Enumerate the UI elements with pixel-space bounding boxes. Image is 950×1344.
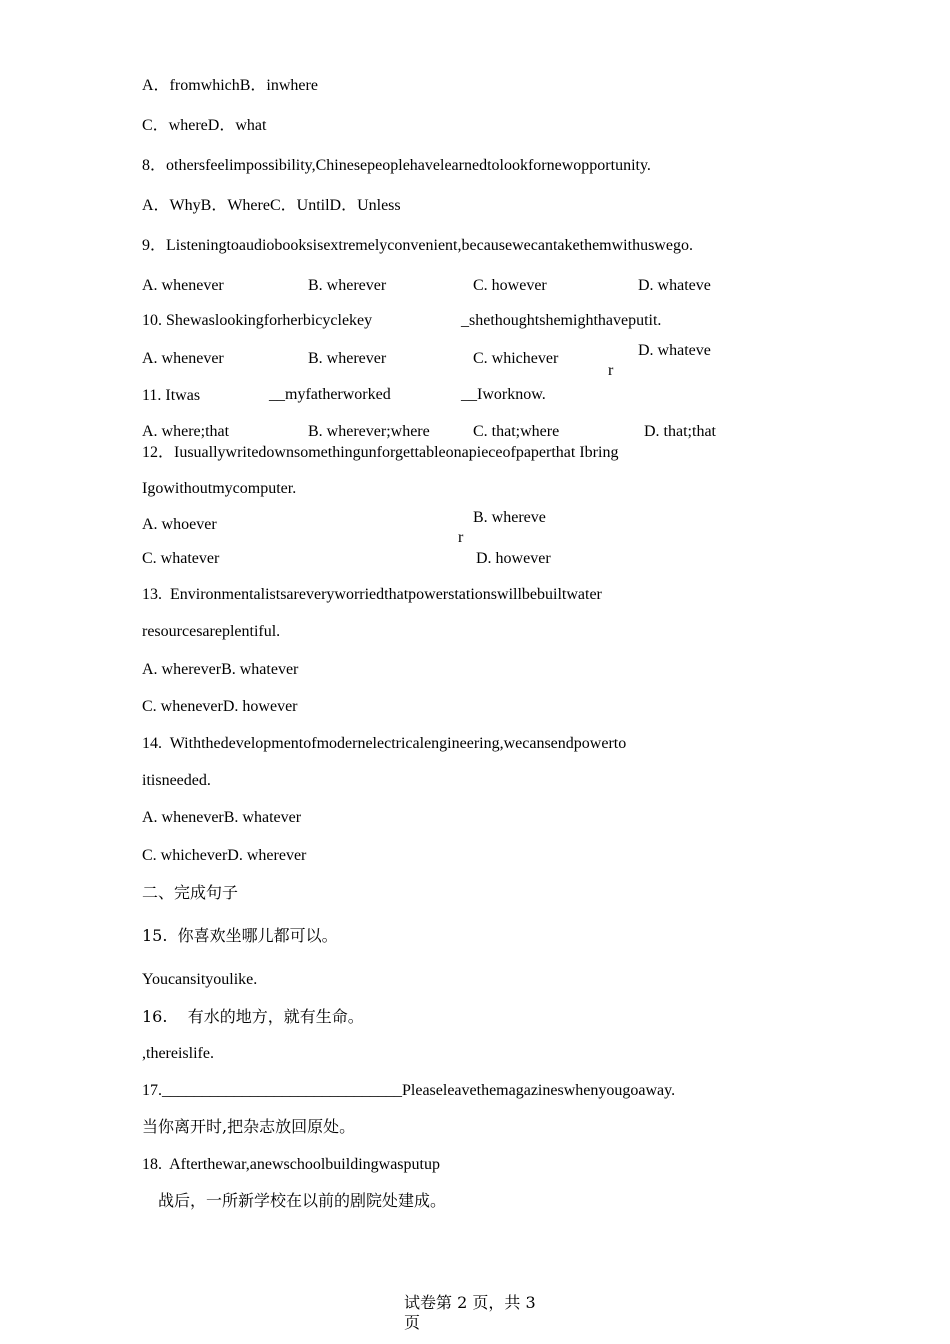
page-footer-line-2: 页 xyxy=(404,1313,421,1332)
q17-english: 17.______________________________Pleaseleavethemagazineswhenyougoaway. xyxy=(142,1082,676,1099)
q10-option-b: B. wherever xyxy=(308,350,387,367)
q16-english: ,thereislife. xyxy=(142,1045,214,1062)
q8-options: A．WhyB．WhereC．UntilD．Unless xyxy=(142,197,401,214)
q9-option-d: D. whateve xyxy=(638,277,711,294)
q18-english: 18. Afterthewar,anewschoolbuildingwasputup xyxy=(142,1156,440,1173)
q9-option-c: C. however xyxy=(473,277,547,294)
q12-option-b: B. whereve xyxy=(473,509,546,526)
q15-english: Youcansityoulike. xyxy=(142,971,258,988)
q13-options-cd: C. wheneverD. however xyxy=(142,698,298,715)
page-footer-line-1: 试卷第 2 页，共 3 xyxy=(404,1293,536,1312)
q11-stem-1: 11. Itwas xyxy=(142,387,201,404)
q7-options-cd: C．whereD．what xyxy=(142,117,267,134)
q16-chinese: 16. 有水的地方，就有生命。 xyxy=(142,1007,364,1026)
q18-chinese: 战后，一所新学校在以前的剧院处建成。 xyxy=(158,1191,447,1210)
q14-options-ab: A. wheneverB. whatever xyxy=(142,809,302,826)
q10-option-d: D. whateve xyxy=(638,342,711,359)
q12-option-c: C. whatever xyxy=(142,550,220,567)
q14-options-cd: C. whicheverD. wherever xyxy=(142,847,307,864)
q13-stem-2: resourcesareplentiful. xyxy=(142,623,281,640)
q11-option-a: A. where;that xyxy=(142,423,230,440)
q12-option-a: A. whoever xyxy=(142,516,217,533)
q10-stem-left: 10. Shewaslookingforherbicyclekey xyxy=(142,312,373,329)
q12-stem-2: Igowithoutmycomputer. xyxy=(142,480,297,497)
q9-option-a: A. whenever xyxy=(142,277,224,294)
section-2-title: 二、完成句子 xyxy=(142,883,239,902)
q12-option-b-tail: r xyxy=(458,529,464,546)
q13-options-ab: A. whereverB. whatever xyxy=(142,661,299,678)
q14-stem-1: 14. Withthedevelopmentofmodernelectricalengineering,wecansendpowerto xyxy=(142,735,627,752)
q11-option-b: B. wherever;where xyxy=(308,423,430,440)
q10-option-d-tail: r xyxy=(608,362,614,379)
q8-stem: 8．othersfeelimpossibility,Chinesepeoplehavelearnedtolookfornewopportunity. xyxy=(142,157,651,174)
q11-stem-3: __Iworknow. xyxy=(461,386,546,403)
q14-stem-2: itisneeded. xyxy=(142,772,211,789)
q10-option-c: C. whichever xyxy=(473,350,559,367)
q7-options-ab: A．fromwhichB．inwhere xyxy=(142,77,318,94)
q10-option-a: A. whenever xyxy=(142,350,224,367)
q15-chinese: 15. 你喜欢坐哪儿都可以。 xyxy=(142,926,338,945)
q11-option-c: C. that;where xyxy=(473,423,560,440)
q10-stem-right: _shethoughtshemighthaveputit. xyxy=(461,312,662,329)
q13-stem-1: 13. Environmentalistsareveryworriedthatpowerstationswillbebuiltwater xyxy=(142,586,602,603)
q11-option-d: D. that;that xyxy=(644,423,716,440)
q9-stem: 9．Listeningtoaudiobooksisextremelyconvenient,becausewecantakethemwithuswego. xyxy=(142,237,693,254)
q12-option-d: D. however xyxy=(476,550,551,567)
q11-stem-2: __myfatherworked xyxy=(269,386,391,403)
q9-option-b: B. wherever xyxy=(308,277,387,294)
q12-stem-1: 12．Iusuallywritedownsomethingunforgettableonapieceofpaperthat Ibring xyxy=(142,444,619,461)
q17-chinese: 当你离开时,把杂志放回原处。 xyxy=(142,1117,356,1136)
